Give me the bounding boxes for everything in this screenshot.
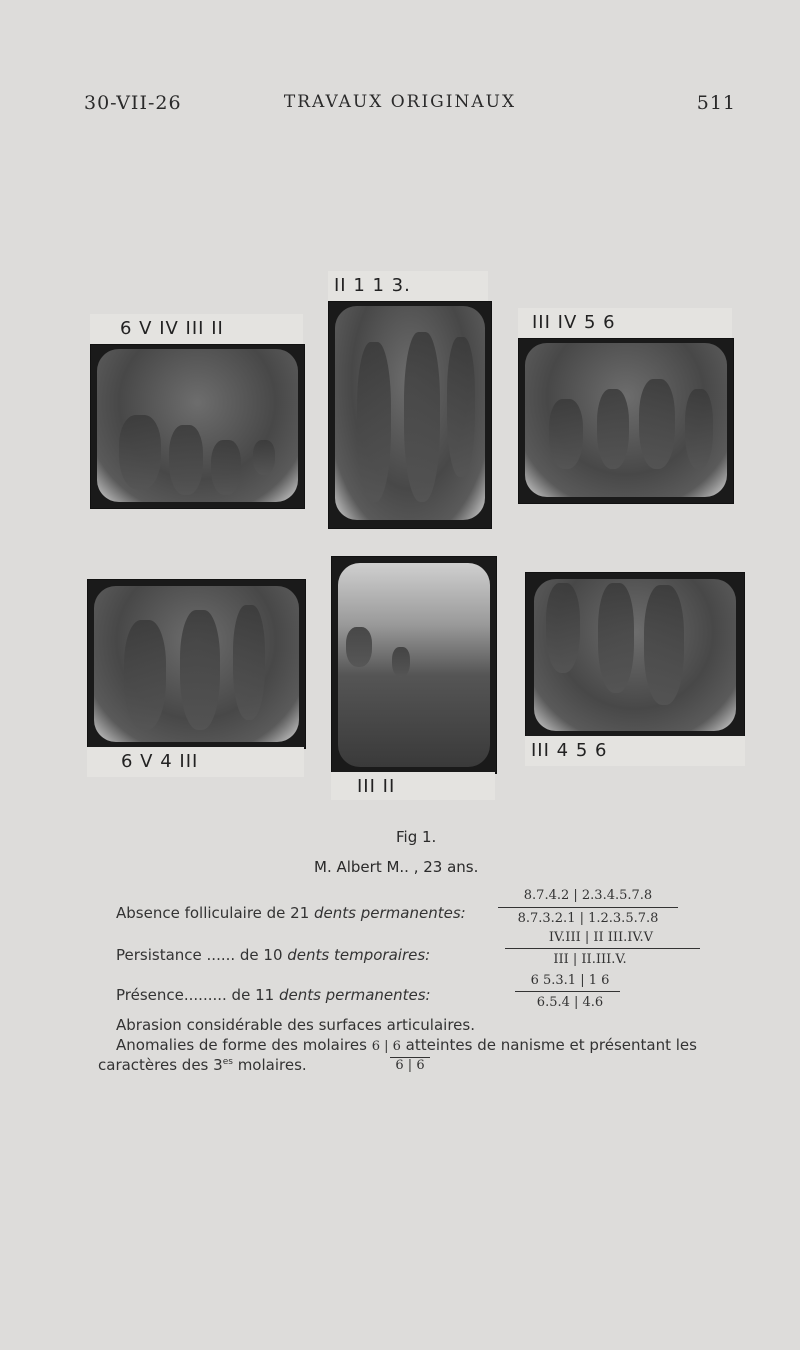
xray-label-bottom-left: 6 V 4 III bbox=[87, 747, 304, 777]
xray-label-bottom-right: III 4 5 6 bbox=[525, 736, 745, 766]
row-label-absence bbox=[116, 904, 466, 922]
molar-formula-denominator: 6 | 6 bbox=[390, 1057, 430, 1073]
paragraph-text: atteintes de nanisme et présentant les bbox=[400, 1036, 697, 1054]
radiograph bbox=[525, 572, 745, 738]
row-label-persistance bbox=[116, 946, 430, 964]
radiograph bbox=[90, 344, 305, 509]
row-label-text: Présence......... de 11 bbox=[116, 986, 279, 1004]
row-label-text: Absence folliculaire de 21 bbox=[116, 904, 315, 922]
radiograph bbox=[87, 579, 306, 749]
figure-caption: Fig 1. bbox=[396, 828, 437, 846]
formula-denominator: 6.5.4 | 4.6 bbox=[536, 995, 604, 1010]
row-label-text: Persistance ...... de 10 bbox=[116, 946, 288, 964]
formula-denominator: III | II.III.V. bbox=[553, 952, 627, 967]
radiograph bbox=[328, 301, 492, 529]
xray-label-top-right: III IV 5 6 bbox=[518, 308, 732, 338]
formula-denominator: 8.7.3.2.1 | 1.2.3.5.7.8 bbox=[517, 911, 659, 926]
xray-label-top-left: 6 V IV III II bbox=[90, 314, 303, 344]
radiograph bbox=[518, 338, 734, 504]
paragraph-line: Abrasion considérable des surfaces articulaires. bbox=[116, 1016, 475, 1034]
header-date: 30-VII-26 bbox=[84, 92, 182, 114]
row-label-italic: dents permanentes: bbox=[314, 904, 466, 922]
superscript: es bbox=[222, 1057, 233, 1067]
paragraph-line bbox=[116, 1036, 697, 1054]
header-title: TRAVAUX ORIGINAUX bbox=[283, 92, 517, 112]
row-label-italic: dents permanentes: bbox=[278, 986, 431, 1004]
radiograph bbox=[331, 556, 497, 774]
molar-formula: 6 | 6 bbox=[371, 1039, 401, 1054]
page-number: 511 bbox=[696, 92, 736, 114]
paragraph-text: molaires. bbox=[232, 1056, 307, 1074]
paragraph-text: Anomalies de forme des molaires bbox=[116, 1036, 372, 1054]
fraction-line bbox=[505, 948, 700, 949]
row-label-presence bbox=[116, 986, 431, 1004]
paragraph-line bbox=[98, 1056, 307, 1074]
xray-label-bottom-center: III II bbox=[331, 772, 495, 800]
formula-numerator: IV.III | II III.IV.V bbox=[548, 930, 654, 945]
fraction-line bbox=[498, 907, 678, 908]
xray-label-top-center: II 1 1 3. bbox=[328, 271, 488, 301]
paragraph-text: caractères des 3 bbox=[98, 1056, 223, 1074]
figure-subcaption: M. Albert M.. , 23 ans. bbox=[314, 858, 479, 876]
formula-numerator: 8.7.4.2 | 2.3.4.5.7.8 bbox=[523, 888, 653, 903]
fraction-line bbox=[515, 991, 620, 992]
row-label-italic: dents temporaires: bbox=[287, 946, 431, 964]
formula-numerator: 6 5.3.1 | 1 6 bbox=[530, 973, 610, 988]
